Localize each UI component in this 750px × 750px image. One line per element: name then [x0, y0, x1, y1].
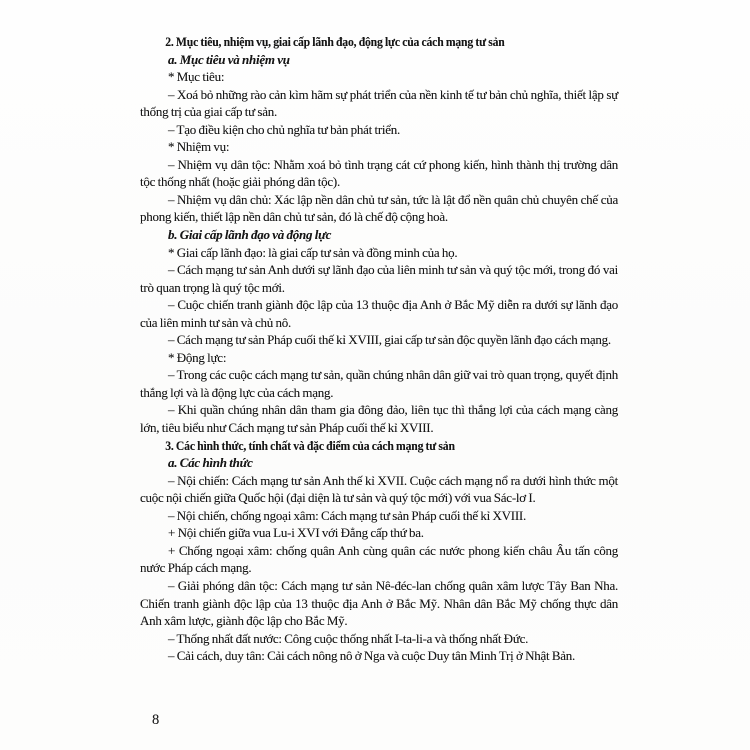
paragraph: – Xoá bỏ những rào cản kìm hãm sự phát triển của nền kinh tế tư bản chủ nghĩa, thiết lập sự thống trị của giai cấp tư sản. — [140, 86, 618, 120]
paragraph: – Nhiệm vụ dân chủ: Xác lập nền dân chủ tư sản, tức là lật đổ nền quân chủ chuyên chế của phong kiến, thiết lập nền dân chủ tư sản, đó là chế độ cộng hoà. — [140, 191, 618, 225]
paragraph: – Cách mạng tư sản Anh dưới sự lãnh đạo của liên minh tư sản và quý tộc mới, trong đó vai trò quan trọng là quý tộc mới. — [140, 262, 618, 295]
paragraph: * Nhiệm vụ: — [168, 139, 230, 155]
paragraph: – Tạo điều kiện cho chủ nghĩa tư bản phát triển. — [168, 121, 401, 137]
paragraph: * Mục tiêu: — [168, 69, 225, 85]
paragraph: – Cải cách, duy tân: Cải cách nông nô ở Nga và cuộc Duy tân Minh Trị ở Nhật Bản. — [168, 648, 576, 664]
paragraph: * Giai cấp lãnh đạo: là giai cấp tư sản và đồng minh của họ. — [168, 244, 458, 260]
paragraph: – Giải phóng dân tộc: Cách mạng tư sản Nê-đéc-lan chống quân xâm lược Tây Ban Nha. Chiến tranh giành độc lập của 13 thuộc địa Anh ở Bắc Mỹ. Nhân dân Bắc Mỹ chống thực dân Anh xâm lược, giành độc lập cho Bắc Mỹ. — [140, 577, 618, 629]
sub-heading: a. Các hình thức — [168, 455, 253, 471]
paragraph: – Cuộc chiến tranh giành độc lập của 13 thuộc địa Anh ở Bắc Mỹ diễn ra dưới sự lãnh đạo của liên minh tư sản và chủ nô. — [140, 297, 618, 330]
paragraph: + Chống ngoại xâm: chống quân Anh cùng quân các nước phong kiến châu Âu tấn công nước Pháp cách mạng. — [140, 542, 618, 576]
page-number: 8 — [152, 712, 160, 728]
paragraph: + Nội chiến giữa vua Lu-i XVI với Đẳng cấp thứ ba. — [168, 525, 424, 541]
paragraph: – Nội chiến: Cách mạng tư sản Anh thế kỉ XVII. Cuộc cách mạng nổ ra dưới hình thức một cuộc nội chiến giữa Quốc hội (đại diện là tư sản và quý tộc mới) với vua Sác-lơ I. — [140, 472, 618, 506]
paragraph: – Trong các cuộc cách mạng tư sản, quần chúng nhân dân giữ vai trò quan trọng, quyết định thắng lợi và là động lực của cách mạng. — [140, 367, 618, 400]
paragraph: – Nhiệm vụ dân tộc: Nhằm xoá bỏ tình trạng cát cứ phong kiến, hình thành thị trường dân tộc thống nhất (hoặc giải phóng dân tộc). — [140, 156, 618, 190]
paragraph: – Thống nhất đất nước: Công cuộc thống nhất I-ta-li-a và thống nhất Đức. — [168, 630, 529, 646]
section-heading: 2. Mục tiêu, nhiệm vụ, giai cấp lãnh đạo, động lực của cách mạng tư sản — [165, 34, 505, 49]
section-heading: 3. Các hình thức, tính chất và đặc điểm của cách mạng tư sản — [165, 437, 455, 453]
sub-heading: a. Mục tiêu và nhiệm vụ — [168, 51, 290, 67]
paragraph: – Nội chiến, chống ngoại xâm: Cách mạng tư sản Pháp cuối thế kỉ XVIII. — [168, 507, 527, 523]
paragraph: – Khi quần chúng nhân dân tham gia đông đảo, liên tục thì thắng lợi của cách mạng càng lớn, tiêu biểu như Cách mạng tư sản Pháp cuối thế kỉ XVIII. — [140, 402, 618, 436]
text-block — [140, 33, 618, 665]
paragraph: * Động lực: — [168, 349, 227, 365]
paragraph: – Cách mạng tư sản Pháp cuối thế kỉ XVIII, giai cấp tư sản độc quyền lãnh đạo cách mạng. — [168, 332, 611, 348]
sub-heading: b. Giai cấp lãnh đạo và động lực — [168, 227, 332, 243]
